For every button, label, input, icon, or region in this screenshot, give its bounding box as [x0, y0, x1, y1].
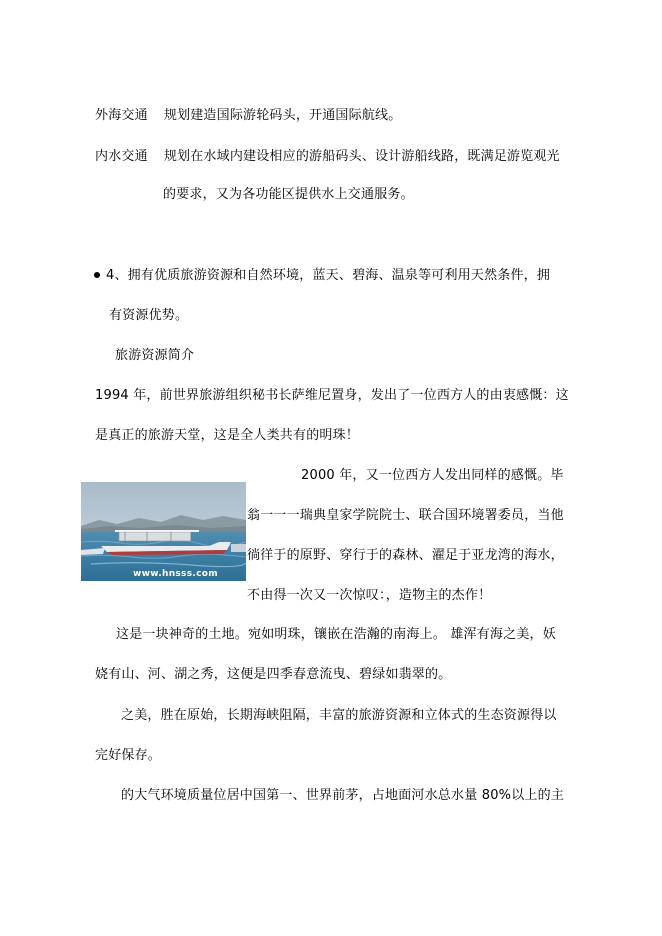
p3-line-2: 娆有山、河、湖之秀，这便是四季春意流曳、碧绿如翡翠的。: [95, 667, 452, 682]
inner-transport-line-2: 的要求，又为各功能区提供水上交通服务。: [163, 187, 414, 202]
p3-line-1: 这是一块神奇的土地。宛如明珠，镶嵌在浩瀚的南海上。 雄浑有海之美，妖: [116, 627, 556, 642]
boat-photo: [81, 482, 246, 581]
p1-line-1: 1994 年，前世界旅游组织秘书长萨维尼置身，发出了一位西方人的由衷感慨：这: [95, 388, 569, 403]
outer-transport-line: [95, 107, 401, 125]
point4-line-2: 有资源优势。: [109, 308, 189, 323]
section-title: 旅游资源简介: [115, 348, 195, 363]
p5-line-1: 的大气环境质量位居中国第一、世界前茅，占地面河水总水量 80%以上的主: [121, 788, 565, 803]
outer-transport-label: 外海交通: [95, 108, 148, 123]
p4-line-2: 完好保存。: [95, 748, 162, 763]
p2-line-4: 不由得一次又一次惊叹：，造物主的杰作！: [247, 588, 492, 603]
point4-line-1: [94, 267, 550, 285]
inner-transport-text-1: 规划在水域内建设相应的游船码头、设计游船线路，既满足游览观光: [163, 149, 560, 164]
p2-line-2: 翁一一一瑞典皇家学院院士、联合国环境署委员，当他: [247, 508, 564, 523]
outer-transport-text: 规划建造国际游轮码头，开通国际航线。: [163, 108, 402, 123]
p1-line-2: 是真正的旅游天堂，这是全人类共有的明珠！: [95, 428, 360, 443]
point4-text-1: 4、拥有优质旅游资源和自然环境，蓝天、碧海、温泉等可利用天然条件，拥: [106, 268, 551, 283]
p4-line-1: 之美，胜在原始，长期海峡阻隔，丰富的旅游资源和立体式的生态资源得以: [121, 708, 557, 723]
bullet-icon: [94, 272, 100, 278]
photo-watermark: www.hnsss.com: [133, 569, 218, 579]
inner-transport-label: 内水交通: [95, 149, 148, 164]
p2-line-3: 徜徉于的原野、穿行于的森林、濯足于亚龙湾的海水，: [247, 548, 564, 563]
inner-transport-line-1: [95, 148, 560, 166]
p2-line-1: 2000 年，又一位西方人发出同样的感慨。毕: [301, 468, 564, 483]
